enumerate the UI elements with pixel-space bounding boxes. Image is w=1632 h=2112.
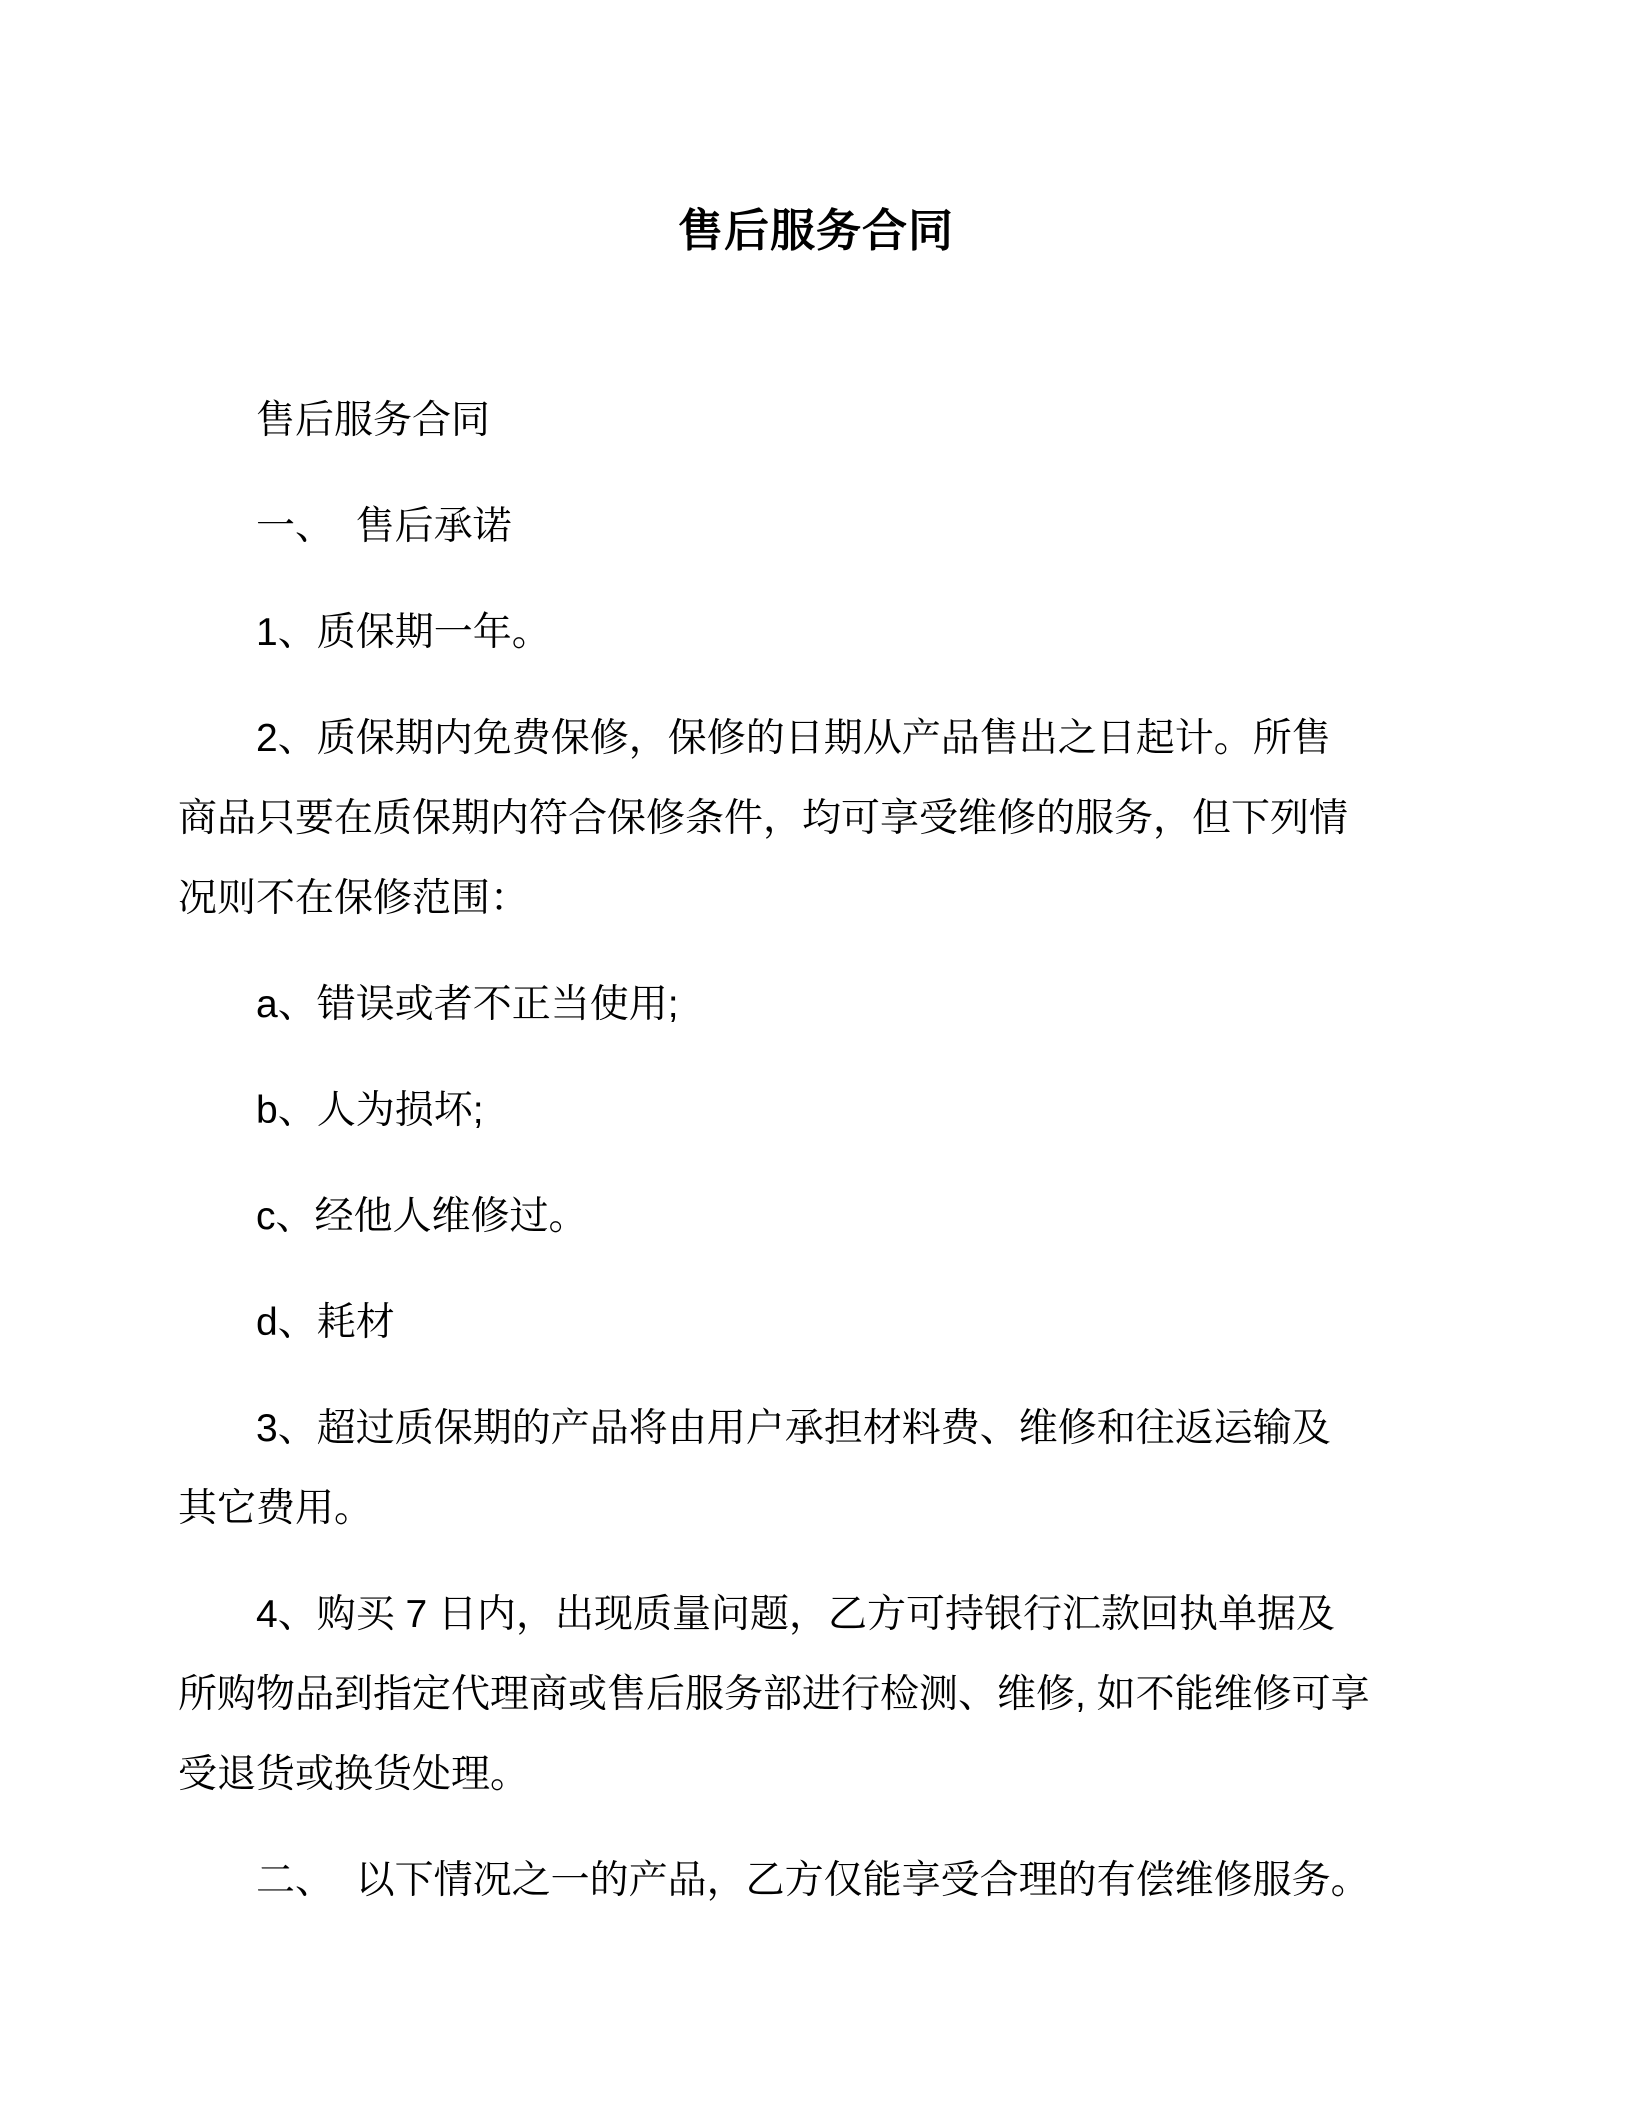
- paragraph-item-1: [178, 593, 1454, 673]
- paragraph-item-2d: [178, 1283, 1454, 1363]
- paragraph-line: 2、质保期内免费保修，保修的日期从产品售出之日起计。所售: [256, 717, 1331, 760]
- paragraph-section-1-heading: [178, 487, 1454, 567]
- paragraph-line: 售后服务合同: [256, 399, 491, 442]
- paragraph-line: 4、购买 7 日内，出现质量问题，乙方可持银行汇款回执单据及: [256, 1593, 1336, 1636]
- document-body: [178, 0, 1454, 1947]
- paragraph-item-2: [178, 699, 1454, 939]
- document-title: 售后服务合同: [677, 205, 954, 256]
- paragraph-line: 3、超过质保期的产品将由用户承担材料费、维修和往返运输及: [256, 1407, 1331, 1450]
- paragraph-item-2b: [178, 1071, 1454, 1151]
- paragraph-line: 一、 售后承诺: [256, 505, 512, 548]
- paragraph-line: c、经他人维修过。: [256, 1195, 588, 1238]
- paragraph-line: 其它费用。: [178, 1487, 374, 1530]
- paragraph-line: d、耗材: [256, 1301, 395, 1344]
- paragraph-line: 所购物品到指定代理商或售后服务部进行检测、维修, 如不能维修可享: [178, 1673, 1370, 1716]
- paragraph-item-2a: [178, 965, 1454, 1045]
- paragraph-line: 二、 以下情况之一的产品，乙方仅能享受合理的有偿维修服务。: [256, 1859, 1370, 1902]
- paragraph-line: a、错误或者不正当使用;: [256, 983, 679, 1026]
- paragraph-line: 1、质保期一年。: [256, 611, 551, 654]
- paragraph-line: 商品只要在质保期内符合保修条件，均可享受维修的服务，但下列情: [178, 797, 1349, 840]
- paragraph-item-4: [178, 1575, 1454, 1815]
- paragraph-line: 受退货或换货处理。: [178, 1753, 530, 1796]
- paragraph-subtitle: [178, 381, 1454, 461]
- paragraph-item-3: [178, 1389, 1454, 1549]
- paragraph-section-2-heading: [178, 1841, 1454, 1921]
- paragraph-item-2c: [178, 1177, 1454, 1257]
- paragraph-line: 况则不在保修范围：: [178, 877, 530, 920]
- paragraph-line: b、人为损坏;: [256, 1089, 484, 1132]
